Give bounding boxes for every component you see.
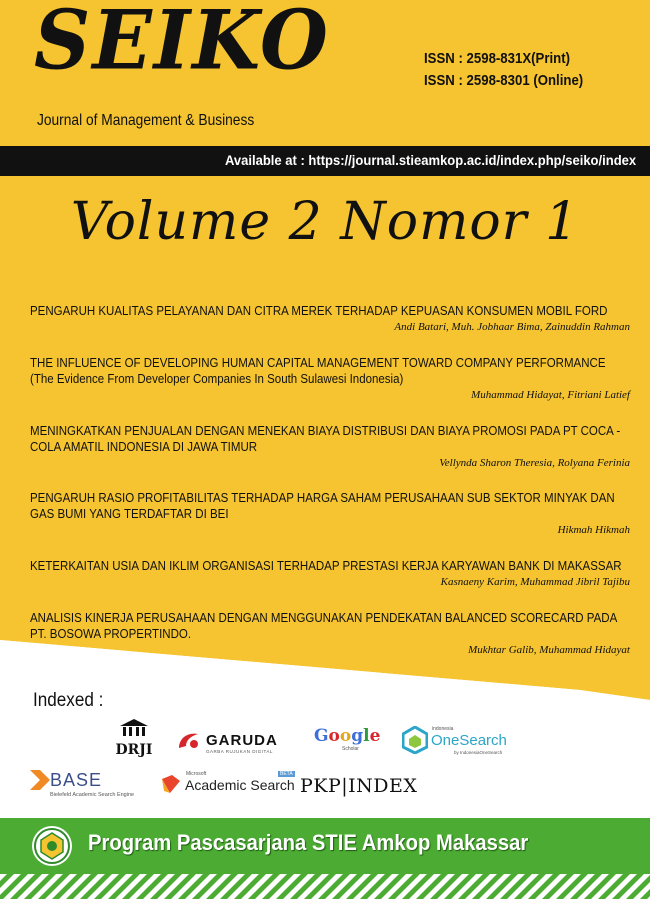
article-title: MENINGKATKAN PENJUALAN DENGAN MENEKAN BIAYA DISTRIBUSI DAN BIAYA PROMOSI PADA PT COCA - (30, 424, 621, 438)
indexed-label: Indexed : (33, 690, 104, 711)
article-3 (30, 423, 630, 469)
issn-print: ISSN : 2598-831X(Print) (424, 50, 570, 67)
onesearch-text: OneSearch (431, 732, 507, 749)
issn-online: ISSN : 2598-8301 (Online) (424, 72, 584, 89)
journal-url[interactable]: Available at : https://journal.stieamkop.ac.id/index.php/seiko/index (224, 152, 636, 168)
drji-pillars-icon (119, 718, 149, 738)
pkp-index-logo[interactable]: PKP|INDEX (300, 775, 418, 797)
drji-text: DRJI (115, 742, 153, 758)
article-4 (30, 490, 630, 536)
journal-subtitle: Journal of Management & Business (37, 112, 255, 129)
article-authors: Hikmah Hikmah (557, 524, 630, 536)
footer-program-text: Program Pascasarjana STIE Amkop Makassar (88, 830, 529, 855)
article-authors: Mukhtar Galib, Muhammad Hidayat (468, 644, 630, 656)
footer-stripes (0, 874, 650, 899)
article-title: PENGARUH RASIO PROFITABILITAS TERHADAP HARGA SAHAM PERUSAHAAN SUB SEKTOR MINYAK DAN (30, 491, 615, 505)
article-title: KETERKAITAN USIA DAN IKLIM ORGANISASI TERHADAP PRESTASI KERJA KARYAWAN BANK DI MAKASSAR (30, 559, 622, 573)
article-5 (30, 558, 630, 588)
drji-logo[interactable] (112, 718, 156, 757)
google-scholar-logo[interactable] (314, 726, 381, 752)
onesearch-top: indonesia (432, 726, 454, 732)
url-bar (0, 146, 650, 176)
base-chevron-icon (28, 768, 52, 792)
article-authors: Kasnaeny Karim, Muhammad Jibril Tajibu (440, 576, 630, 588)
garuda-tagline: GARBA RUJUKAN DIGITAL (206, 749, 273, 754)
academic-badge: BETA (280, 771, 293, 777)
base-sub: Bielefeld Academic Search Engine (50, 792, 135, 798)
article-authors: Muhammad Hidayat, Fitriani Latief (471, 389, 630, 401)
article-title-line2: (The Evidence From Developer Companies In South Sulawesi Indonesia) (30, 372, 404, 386)
article-title: THE INFLUENCE OF DEVELOPING HUMAN CAPITAL MANAGEMENT TOWARD COMPANY PERFORMANCE (30, 356, 606, 370)
garuda-bird-icon (176, 730, 202, 752)
volume-heading: Volume 2 Nomor 1 (70, 192, 580, 252)
article-title: ANALISIS KINERJA PERUSAHAAN DENGAN MENGGUNAKAN PENDEKATAN BALANCED SCORECARD PADA (30, 611, 618, 625)
article-title-line2: PT. BOSOWA PROPERTINDO. (30, 627, 192, 641)
stie-amkop-emblem-icon (30, 824, 74, 868)
onesearch-cube-icon (402, 726, 428, 754)
academic-text: Academic Search (185, 777, 295, 793)
article-6 (30, 610, 630, 656)
article-title: PENGARUH KUALITAS PELAYANAN DAN CITRA MEREK TERHADAP KEPUASAN KONSUMEN MOBIL FORD (30, 304, 608, 318)
google-text: Google (314, 726, 381, 746)
garuda-text: GARUDA (206, 732, 278, 749)
article-2 (30, 355, 630, 401)
google-scholar-sub: Scholar (342, 746, 359, 752)
journal-title: SEIKO (34, 0, 330, 89)
article-title-line2: COLA AMATIL INDONESIA DI JAWA TIMUR (30, 440, 258, 454)
onesearch-sub: by IndonesiaOneSearch (454, 750, 503, 755)
article-authors: Vellynda Sharon Theresia, Rolyana Ferinia (439, 457, 630, 469)
article-authors: Andi Batari, Muh. Jobhaar Bima, Zainuddin Rahman (394, 321, 630, 333)
academic-top: Microsoft (186, 771, 207, 777)
academic-search-icon (160, 773, 182, 795)
article-title-line2: GAS BUMI YANG TERDAFTAR DI BEI (30, 507, 229, 521)
base-text: BASE (50, 770, 103, 790)
article-1 (30, 303, 630, 333)
